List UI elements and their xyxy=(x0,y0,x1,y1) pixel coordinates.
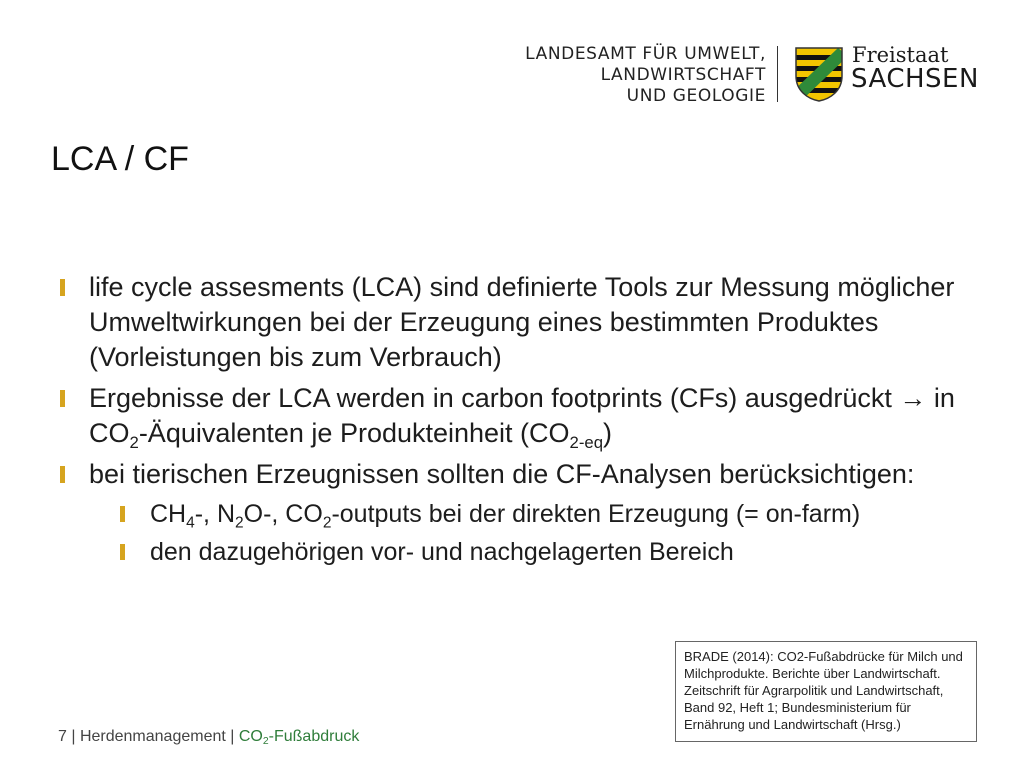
page-number: 7 xyxy=(58,728,67,745)
state-label-sachsen: SACHSEN xyxy=(851,64,979,94)
bullet-text-animal-products: bei tierischen Erzeugnissen sollten die CF-Analysen berücksichtigen: xyxy=(89,459,915,489)
footer-topic: $CO_2$-Fußabdruck xyxy=(238,728,360,748)
agency-line-1: LANDESAMT FÜR UMWELT, xyxy=(525,44,766,64)
bullet-text-lca: life cycle assesments (LCA) sind definierte Tools zur Messung möglicher Umweltwirkungen bei der Erzeugung eines bestimmten Produktes (Vorleistungen bis zum Verbrauch) xyxy=(89,272,955,372)
footer: 7 | Herdenmanagement | $CO_2$-Fußabdruck xyxy=(58,728,360,748)
bullet-item xyxy=(56,381,976,451)
logo-divider xyxy=(777,46,778,102)
state-label-freistaat: Freistaat xyxy=(852,43,949,67)
agency-line-2: LANDWIRTSCHAFT xyxy=(600,65,766,85)
bullet-marker xyxy=(60,279,65,296)
sub-bullet-text-outputs: $CH_4-$, $N_2O-$, $CO_2$-outputs bei der direkten Erzeugung (= on-farm) xyxy=(150,500,861,532)
bullet-text-results: Ergebnisse der LCA werden in carbon footprints (CFs) ausgedrückt → in $CO_2$-Äquivalenten je Produkteinheit $(CO_{2-eq})$ xyxy=(89,383,955,452)
bullet-marker xyxy=(60,466,65,483)
reference-box: BRADE (2014): CO2-Fußabdrücke für Milch und Milchprodukte. Berichte über Landwirtschaft. Zeitschrift für Agrarpolitik und Landwirtschaft, Band 92, Heft 1; Bundesministerium für Ernährung und Landwirtschaft (Hrsg.) xyxy=(675,641,977,742)
agency-name xyxy=(525,44,766,107)
sub-bullet-item xyxy=(56,498,976,530)
slide-title: LCA / CF xyxy=(51,140,189,178)
footer-section: Herdenmanagement xyxy=(79,728,226,745)
bullet-marker xyxy=(120,506,125,522)
saxony-coat-of-arms-icon xyxy=(794,46,844,102)
bullet-list xyxy=(56,270,976,574)
bullet-item xyxy=(56,457,976,492)
agency-line-3: UND GEOLOGIE xyxy=(626,86,766,106)
sub-bullet-item xyxy=(56,536,976,568)
sub-bullet-text-upstream: den dazugehörigen vor- und nachgelagerten Bereich xyxy=(150,538,734,566)
bullet-item xyxy=(56,270,976,375)
bullet-marker xyxy=(120,544,125,560)
bullet-marker xyxy=(60,390,65,407)
